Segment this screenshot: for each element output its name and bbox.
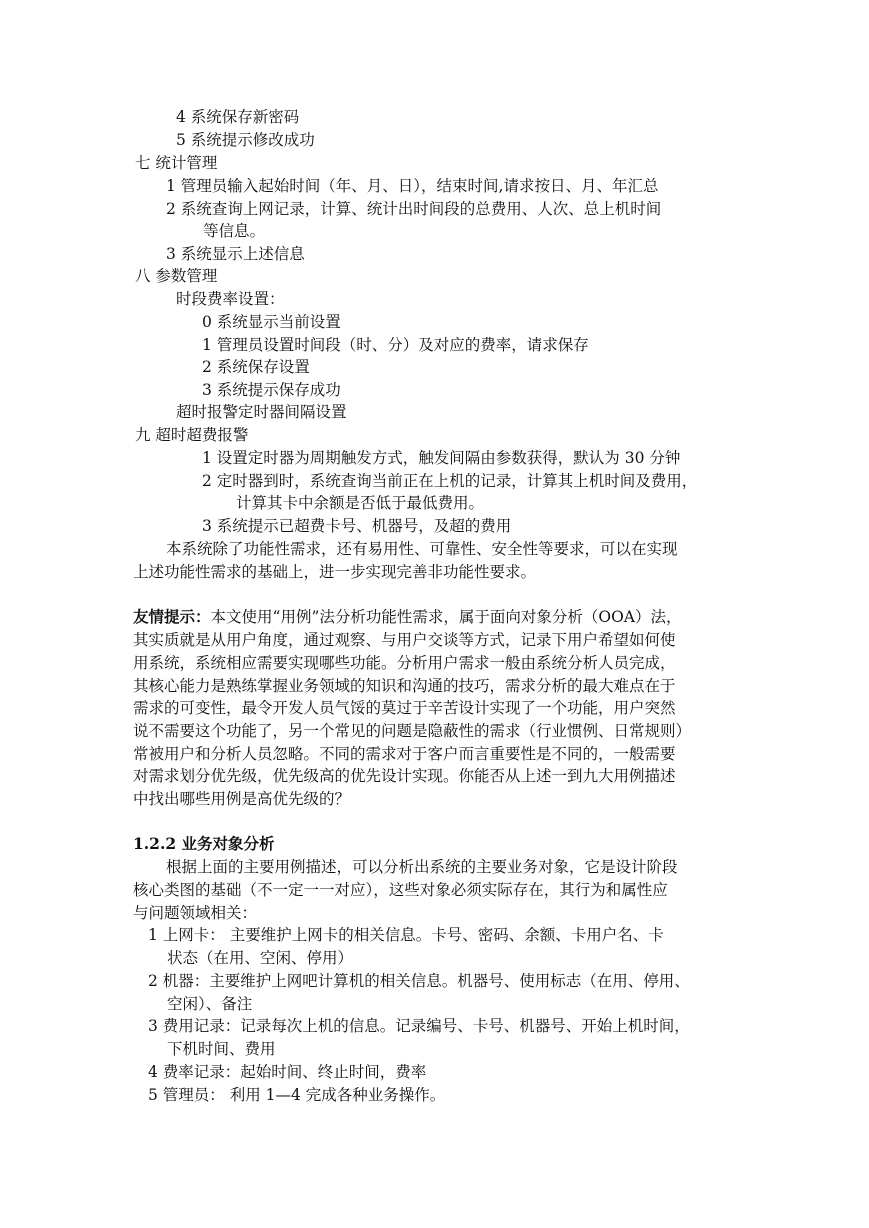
tip-label: 友情提示： (133, 607, 211, 626)
tip-line-2: 其实质就是从用户角度，通过观察、与用户交谈等方式，记录下用户希望如何使 (133, 631, 676, 649)
params-step-1: 1 管理员设置时间段（时、分）及对应的费率，请求保存 (202, 336, 589, 354)
alarm-step-2-cont: 计算其卡中余额是否低于最低费用。 (236, 494, 485, 512)
flow-step-5: 5 系统提示修改成功 (176, 131, 315, 149)
tip-line-5: 需求的可变性，最令开发人员气馁的莫过于辛苦设计实现了一个功能，用户突然 (133, 699, 676, 717)
params-subheading-timer: 超时报警定时器间隔设置 (176, 403, 347, 421)
flow-step-4: 4 系统保存新密码 (176, 108, 300, 126)
stats-step-1: 1 管理员输入起始时间（年、月、日），结束时间,请求按日、月、年汇总 (166, 177, 659, 195)
params-step-0: 0 系统显示当前设置 (202, 313, 341, 331)
alarm-step-1: 1 设置定时器为周期触发方式，触发间隔由参数获得，默认为 30 分钟 (202, 449, 681, 467)
object-2-cont: 空闲）、备注 (167, 995, 253, 1013)
tip-line-6: 说不需要这个功能了，另一个常见的问题是隐蔽性的需求（行业惯例、日常规则） (133, 722, 692, 740)
stats-step-2: 2 系统查询上网记录，计算、统计出时间段的总费用、人次、总上机时间 (166, 200, 662, 218)
object-3-cont: 下机时间、费用 (167, 1040, 276, 1058)
object-1-cont: 状态（在用、空闲、停用） (167, 949, 354, 967)
section-heading: 1.2.2 业务对象分析 (133, 834, 275, 853)
alarm-step-3: 3 系统提示已超费卡号、机器号，及超的费用 (202, 517, 512, 535)
object-2: 2 机器：主要维护上网吧计算机的相关信息。机器号、使用标志（在用、停用、 (148, 972, 690, 990)
tip-line-4: 其核心能力是熟练掌握业务领域的知识和沟通的技巧，需求分析的最大难点在于 (133, 677, 676, 695)
stats-step-2-cont: 等信息。 (203, 222, 266, 240)
tip-line-1 (133, 606, 681, 628)
params-heading: 八 参数管理 (135, 267, 218, 285)
alarm-heading: 九 超时超费报警 (135, 426, 249, 444)
section-intro-3: 与问题领域相关： (133, 904, 258, 922)
stats-heading: 七 统计管理 (135, 154, 218, 172)
object-1: 1 上网卡： 主要维护上网卡的相关信息。卡号、密码、余额、卡用户名、卡 (148, 926, 664, 944)
tip-line-7: 常被用户和分析人员忽略。不同的需求对于客户而言重要性是不同的，一般需要 (133, 745, 676, 763)
params-subheading-rate: 时段费率设置： (176, 290, 285, 308)
summary-line-1: 本系统除了功能性需求，还有易用性、可靠性、安全性等要求，可以在实现 (166, 540, 678, 558)
params-step-2: 2 系统保存设置 (202, 358, 310, 376)
stats-step-3: 3 系统显示上述信息 (166, 245, 305, 263)
tip-line-8: 对需求划分优先级，优先级高的优先设计实现。你能否从上述一到九大用例描述 (133, 767, 676, 785)
summary-line-2: 上述功能性需求的基础上，进一步实现完善非功能性要求。 (133, 563, 537, 581)
alarm-step-2: 2 定时器到时，系统查询当前正在上机的记录，计算其上机时间及费用， (202, 472, 698, 490)
tip-line-3: 用系统，系统相应需要实现哪些功能。分析用户需求一般由系统分析人员完成， (133, 654, 676, 672)
object-3: 3 费用记录：记录每次上机的信息。记录编号、卡号、机器号、开始上机时间， (148, 1017, 690, 1035)
section-intro-1: 根据上面的主要用例描述，可以分析出系统的主要业务对象，它是设计阶段 (166, 858, 678, 876)
tip-text-1: 本文使用“用例”法分析功能性需求，属于面向对象分析（OOA）法， (210, 608, 682, 626)
object-4: 4 费率记录：起始时间、终止时间，费率 (148, 1063, 427, 1081)
tip-line-9: 中找出哪些用例是高优先级的？ (133, 790, 351, 808)
params-step-3: 3 系统提示保存成功 (202, 381, 341, 399)
object-5: 5 管理员： 利用 1—4 完成各种业务操作。 (148, 1086, 446, 1104)
section-intro-2: 核心类图的基础（不一定一一对应），这些对象必须实际存在，其行为和属性应 (133, 881, 668, 899)
